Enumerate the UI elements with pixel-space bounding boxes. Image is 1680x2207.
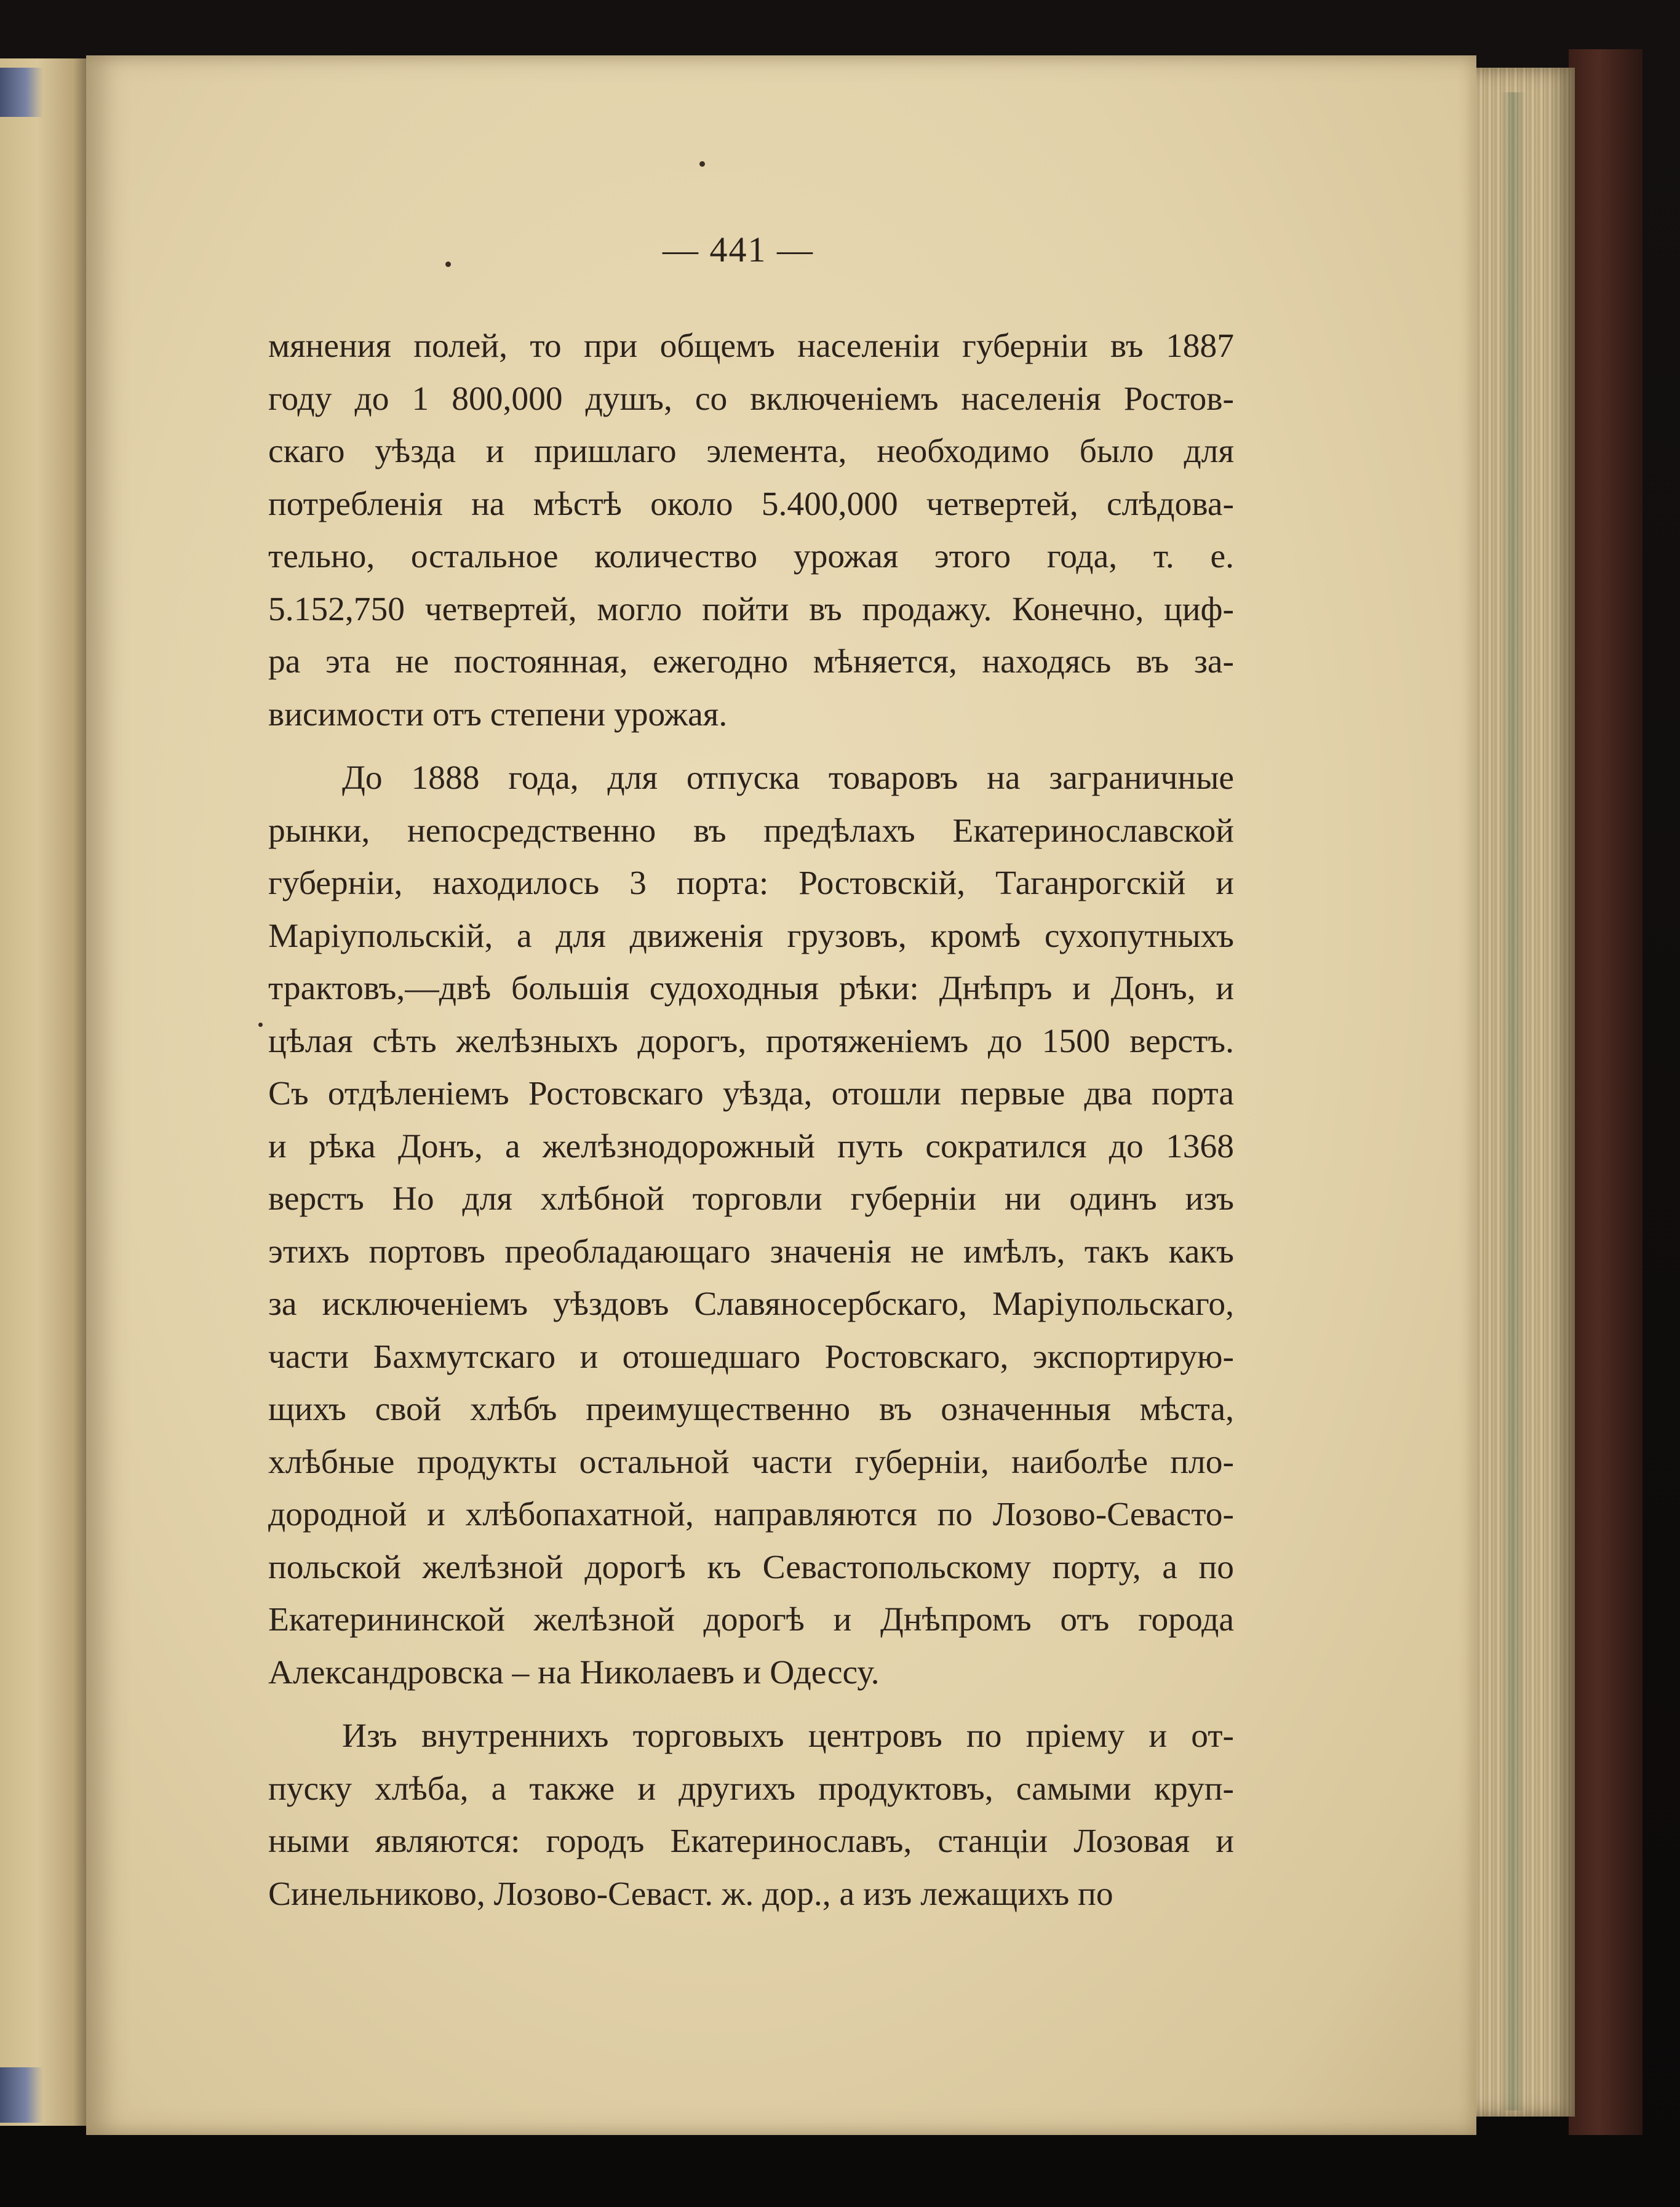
text-line: скаго уѣзда и пришлаго элемента, необходимо было для xyxy=(268,433,1234,470)
text-line: Александровска – на Николаевъ и Одессу. xyxy=(268,1653,880,1691)
paragraph xyxy=(268,1710,1234,1920)
text-line: мянения полей, то при общемъ населеніи губерніи въ 1887 xyxy=(268,327,1234,365)
paragraph xyxy=(268,320,1234,741)
text-line: дородной и хлѣбопахатной, направляются по Лозово-Севасто- xyxy=(268,1496,1234,1533)
text-line: висимости отъ степени урожая. xyxy=(268,695,728,733)
text-line: Екатерининской желѣзной дорогѣ и Днѣпромъ отъ города xyxy=(268,1601,1234,1638)
paragraph-gap xyxy=(268,741,1234,752)
text-line: польской желѣзной дорогѣ къ Севастопольскому порту, а по xyxy=(268,1548,1234,1586)
binding-tape-top xyxy=(0,68,43,117)
text-line: хлѣбные продукты остальной части губерніи, наиболѣе пло- xyxy=(268,1443,1234,1481)
text-line: этихъ портовъ преобладающаго значенія не имѣлъ, такъ какъ xyxy=(268,1232,1234,1271)
text-line: ра эта не постоянная, ежегодно мѣняется, находясь въ за- xyxy=(268,643,1234,680)
paragraph-gap xyxy=(268,1699,1234,1710)
text-line: верстъ Но для хлѣбной торговли губерніи ни одинъ изъ xyxy=(268,1180,1234,1218)
ink-speck xyxy=(445,261,451,267)
text-line: ными являются: городъ Екатеринославъ, станціи Лозовая и xyxy=(268,1822,1234,1860)
binding-tape-bottom xyxy=(0,2067,43,2123)
text-line: Синельниково, Лозово-Севаст. ж. дор., а изъ лежащихъ по xyxy=(268,1875,1113,1913)
body-text xyxy=(268,320,1234,1920)
text-line: губерніи, находилось 3 порта: Ростовскій, Таганрогскій и xyxy=(268,864,1234,902)
text-line: тельно, остальное количество урожая этого года, т. е. xyxy=(268,538,1234,575)
facing-page-edge xyxy=(0,58,92,2126)
page-edge-shadow xyxy=(1501,92,1526,2110)
book-cover-edge xyxy=(1569,49,1642,2135)
text-line: щихъ свой хлѣбъ преимущественно въ означенныя мѣста, xyxy=(268,1391,1234,1428)
ink-speck xyxy=(258,1023,263,1027)
ink-speck xyxy=(699,161,705,167)
text-line: трактовъ,—двѣ большія судоходныя рѣки: Днѣпръ и Донъ, и xyxy=(268,970,1234,1007)
paragraph xyxy=(268,752,1234,1699)
text-line: и рѣка Донъ, а желѣзнодорожный путь сократился до 1368 xyxy=(268,1127,1234,1165)
text-line: пуску хлѣба, а также и другихъ продуктовъ, самыми круп- xyxy=(268,1770,1234,1808)
text-line: Маріупольскій, а для движенія грузовъ, кромѣ сухопутныхъ xyxy=(268,917,1234,955)
text-line: году до 1 800,000 душъ, со включеніемъ населенія Ростов- xyxy=(268,380,1234,418)
text-line: Изъ внутреннихъ торговыхъ центровъ по пріему и от- xyxy=(342,1717,1234,1755)
text-line: части Бахмутскаго и отошедшаго Ростовскаго, экспортирую- xyxy=(268,1338,1234,1376)
text-line: 5.152,750 четвертей, могло пойти въ продажу. Конечно, циф- xyxy=(268,590,1234,628)
text-line: рынки, непосредственно въ предѣлахъ Екатеринославской xyxy=(268,812,1234,850)
text-line: цѣлая сѣть желѣзныхъ дорогъ, протяженіемъ до 1500 верстъ. xyxy=(268,1022,1234,1060)
text-line: Съ отдѣленіемъ Ростовскаго уѣзда, отошли первые два порта xyxy=(268,1075,1234,1112)
page-number: — 441 — xyxy=(663,229,814,269)
text-line: потребленія на мѣстѣ около 5.400,000 четвертей, слѣдова- xyxy=(268,485,1234,523)
text-line: До 1888 года, для отпуска товаровъ на заграничные xyxy=(342,759,1234,797)
text-line: за исключеніемъ уѣздовъ Славяносербскаго, Маріупольскаго, xyxy=(268,1285,1234,1323)
